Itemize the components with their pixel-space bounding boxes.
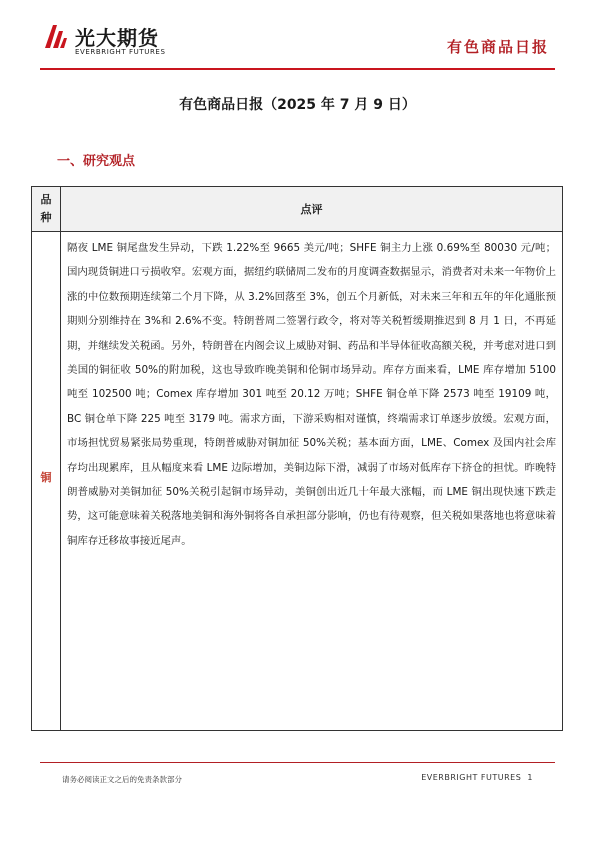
page-number: 1: [527, 773, 533, 782]
footer-disclaimer: 请务必阅读正文之后的免责条款部分: [62, 775, 182, 784]
comment-copper: 隔夜 LME 铜尾盘发生异动，下跌 1.22%至 9665 美元/吨；SHFE 铜主力上涨 0.69%至 80030 元/吨；国内现货铜进口亏损收窄。宏观方面，据纽约联储周二发布的月度调查数据显示，消费者对未来一年物价上涨的中位数预期连续第二个月下降，从 3.2%回落至 3%，创五个月新低，对未来三年和五年的年化通胀预期则分别维持在 3%和 2.6%不变。特朗普周二签署行政令，将对等关税暂缓期推迟到 8 月 1 日，不再延期，并继续发关税函。另外，特朗普在内阁会议上威胁对铜、药品和半导体征收高额关税，并考虑对进口到美国的铜征收 50%的附加税，这也导致昨晚美铜和伦铜市场异动。库存方面来看，LME 库存增加 5100 吨至 102500 吨；Comex 库存增加 301 吨至 20.12 万吨；SHFE 铜仓单下降 2573 吨至 19109 吨，BC 铜仓单下降 225 吨至 3179 吨。需求方面，下游采购相对谨慎，终端需求订单逐步放缓。宏观方面，市场担忧贸易紧张局势重现，特朗普威胁对铜加征 50%关税；基本面方面，LME、Comex 及国内社会库存均出现累库，且从幅度来看 LME 边际增加，美铜边际下滑，减弱了市场对低库存下挤仓的担忧。昨晚特朗普威胁对美铜加征 50%关税引起铜市场异动，美铜创出近几十年最大涨幅，而 LME 铜出现快速下跌走势，这可能意味着关税落地美铜和海外铜将各自承担部分影响，仍也有待观察，但关税如果落地也将意味着铜库存迁移故事接近尾声。: [67, 242, 556, 547]
everbright-logo-icon: [42, 22, 68, 50]
footer-brand: EVERBRIGHT FUTURES: [421, 773, 522, 782]
header-variety-char-2: 种: [40, 211, 52, 224]
logo-english-name: EVERBRIGHT FUTURES: [75, 48, 166, 56]
company-logo: [42, 20, 202, 62]
header-variety: [32, 191, 60, 227]
page-title: 有色商品日报（2025 年 7 月 9 日）: [179, 97, 416, 113]
table-header-row: [32, 187, 562, 232]
footer-divider: [40, 762, 555, 763]
section-heading: 一、研究观点: [57, 154, 136, 169]
header-comment: 点评: [300, 203, 323, 216]
column-divider: [60, 187, 61, 730]
variety-copper: 铜: [40, 471, 52, 484]
footer-brand-page: [421, 773, 533, 782]
research-table: [31, 186, 563, 731]
header-report-label: 有色商品日报: [446, 38, 549, 56]
header-divider: [40, 68, 555, 70]
header-variety-char-1: 品: [40, 193, 52, 206]
logo-chinese-name: 光大期货: [75, 26, 159, 50]
